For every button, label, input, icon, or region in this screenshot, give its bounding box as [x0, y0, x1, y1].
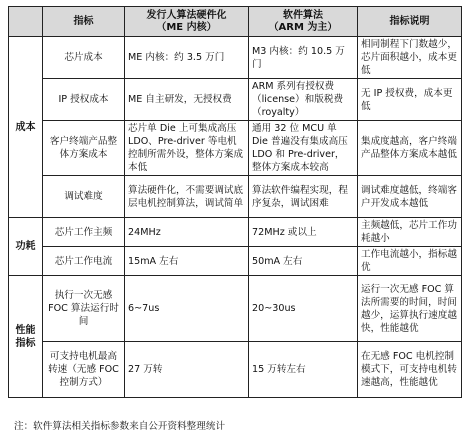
category-performance: [9, 276, 43, 398]
row-hardware-value: ME 内核：约 3.5 万门: [125, 37, 249, 79]
header-corner: [9, 7, 43, 37]
table-row: [9, 176, 462, 218]
header-hardware-line1: 发行人算法硬件化: [146, 9, 227, 21]
row-description: 主频越低，芯片工作功耗越小: [358, 218, 462, 247]
row-software-value: 50mA 左右: [249, 247, 358, 276]
row-description: 调试难度越低，终端客户开发成本越低: [358, 176, 462, 218]
row-indicator: IP 授权成本: [43, 79, 125, 121]
row-description: 运行一次无感 FOC 算法所需要的时间，时间越少，运算执行速度越快，性能越优: [358, 276, 462, 342]
row-hardware-value: 27 万转: [125, 342, 249, 398]
comparison-table: [8, 6, 462, 398]
row-description: 集成度越高，客户终端产品整体方案成本越低: [358, 121, 462, 176]
row-software-value: 72MHz 或以上: [249, 218, 358, 247]
row-description: 工作电流越小，指标越优: [358, 247, 462, 276]
row-hardware-value: 6~7us: [125, 276, 249, 342]
row-software-value: 算法软件编程实现，程序复杂，调试困难: [249, 176, 358, 218]
row-software-value: 20~30us: [249, 276, 358, 342]
category-power: 功耗: [9, 218, 43, 276]
table-row: [9, 276, 462, 342]
header-hardware-algorithm: [125, 7, 249, 37]
category-cost: 成本: [9, 37, 43, 218]
row-indicator: 执行一次无感 FOC 算法运行时间: [43, 276, 125, 342]
row-indicator: 芯片工作主频: [43, 218, 125, 247]
row-hardware-value: 算法硬件化，不需要调试底层电机控制算法，调试简单: [125, 176, 249, 218]
row-software-value: 通用 32 位 MCU 单 Die 普遍没有集成高压 LDO 和 Pre-driver，整体方案成本较高: [249, 121, 358, 176]
header-description: 指标说明: [358, 7, 462, 37]
row-hardware-value: ME 自主研发，无授权费: [125, 79, 249, 121]
row-software-value: 15 万转左右: [249, 342, 358, 398]
table-row: [9, 37, 462, 79]
header-software-line2: （ARM 为主）: [268, 21, 338, 33]
row-indicator: 芯片成本: [43, 37, 125, 79]
row-indicator: 芯片工作电流: [43, 247, 125, 276]
table-header-row: [9, 7, 462, 37]
row-indicator: 可支持电机最高转速（无感 FOC 控制方式）: [43, 342, 125, 398]
row-software-value: M3 内核：约 10.5 万门: [249, 37, 358, 79]
footnote: 注：软件算法相关指标参数来自公开资料整理统计: [14, 421, 226, 432]
table-row: [9, 342, 462, 398]
row-description: 在无感 FOC 电机控制模式下，可支持电机转速越高，性能越优: [358, 342, 462, 398]
row-indicator: 调试难度: [43, 176, 125, 218]
header-software-line1: 软件算法: [283, 9, 323, 21]
table-row: [9, 218, 462, 247]
row-indicator: 客户终端产品整体方案成本: [43, 121, 125, 176]
row-description: 相同制程下门数越少，芯片面积越小，成本更低: [358, 37, 462, 79]
header-indicator: 指标: [43, 7, 125, 37]
header-software-algorithm: [249, 7, 358, 37]
row-hardware-value: 芯片单 Die 上可集成高压 LDO、Pre-driver 等电机控制所需外设，整体方案成本低: [125, 121, 249, 176]
table-row: [9, 247, 462, 276]
header-hardware-line2: （ME 内核）: [156, 21, 217, 33]
table-row: [9, 121, 462, 176]
row-description: 无 IP 授权费，成本更低: [358, 79, 462, 121]
row-hardware-value: 24MHz: [125, 218, 249, 247]
row-software-value: ARM 系列有授权费（license）和版税费（royalty）: [249, 79, 358, 121]
row-hardware-value: 15mA 左右: [125, 247, 249, 276]
table-row: [9, 79, 462, 121]
category-performance-line2: 指标: [15, 337, 36, 349]
category-performance-line1: 性能: [15, 324, 36, 336]
